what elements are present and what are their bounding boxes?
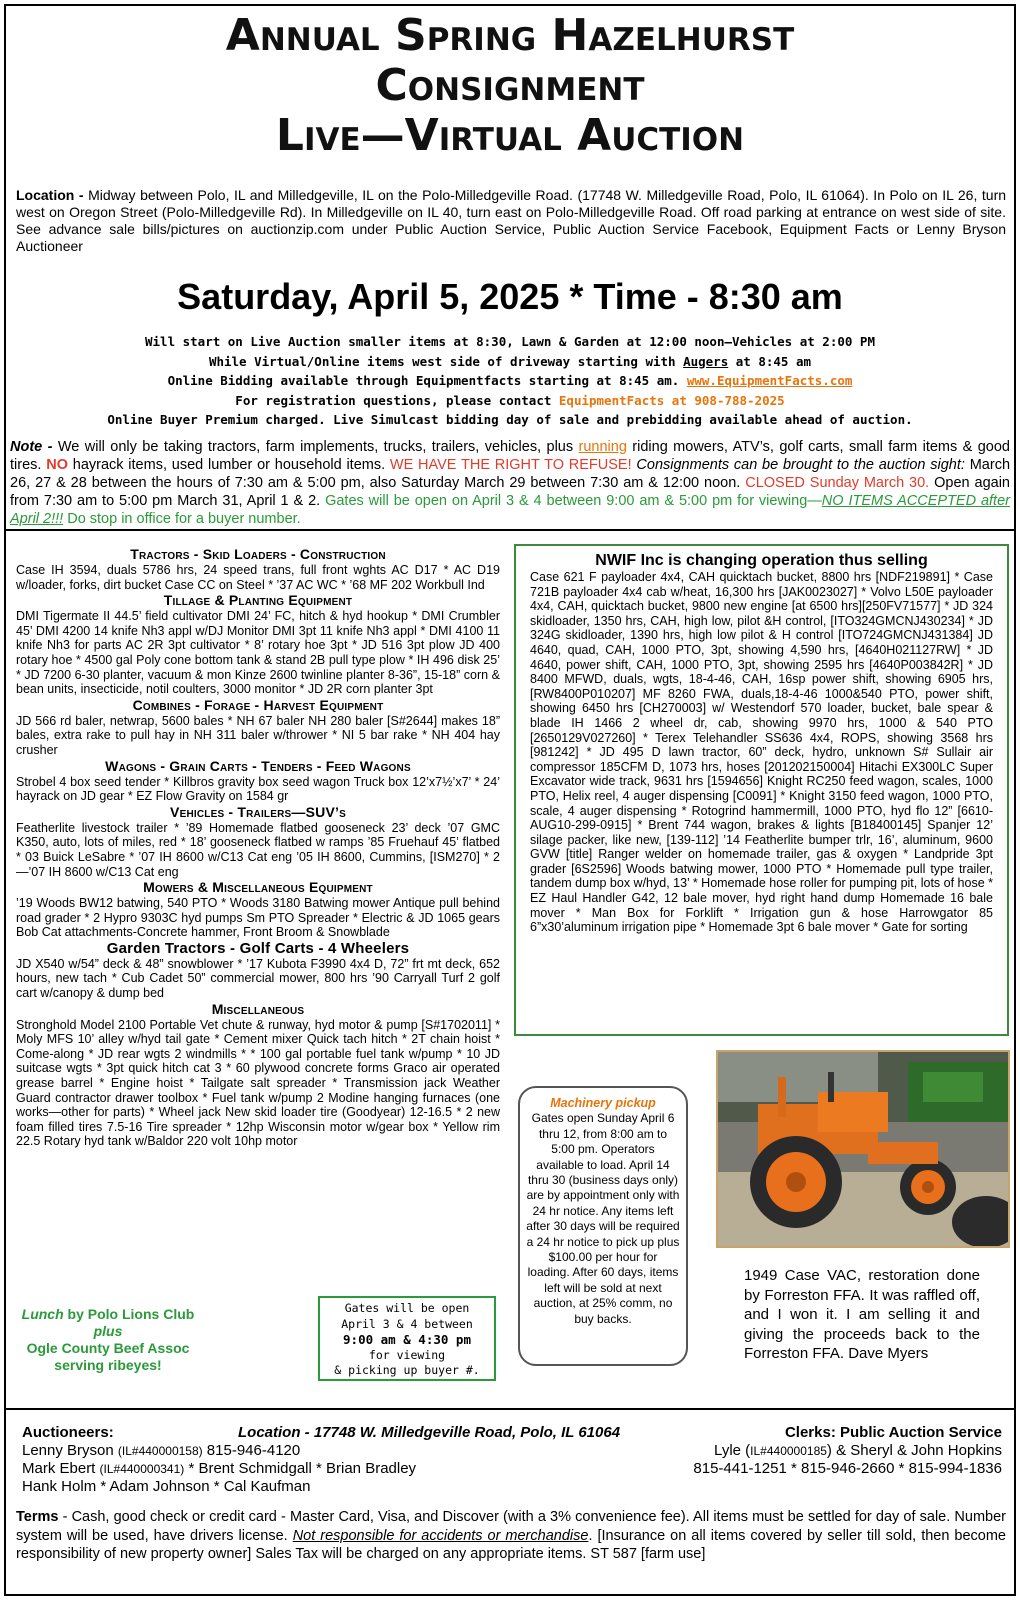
info-line-1: Will start on Live Auction smaller items at 8:30, Lawn & Garden at 12:00 noon—Vehicles at 2:00 PM	[145, 334, 875, 349]
consignment-list	[16, 546, 500, 1149]
tractor-illustration	[718, 1052, 1010, 1248]
location-label: Location -	[16, 187, 84, 203]
section-text: JD X540 w/54” deck & 48” snowblower * ’17 Kubota F3990 4x4 D, 72” frt mt deck, 652 hours, new tach * Cub Cadet 50” commercial mower, 800 hrs ’90 Carryall Turf 2 golf cart w/canopy & dump bed	[16, 956, 500, 1001]
footer-location: Location - 17748 W. Milledgeville Road, Polo, IL 61064	[238, 1424, 621, 1441]
info-line-5: Online Buyer Premium charged. Live Simulcast bidding day of sale and prebidding available ahead of auction.	[107, 412, 913, 427]
info-line-4: For registration questions, please contact EquipmentFacts at 908-788-2025	[235, 392, 785, 408]
section-heading: Tractors - Skid Loaders - Construction	[130, 546, 386, 562]
section-text: Stronghold Model 2100 Portable Vet chute & runway, hyd motor & pump [S#1702011] * Moly MFS 10’ alley w/hyd tail gate * Cement mixer Quick tach hitch * 2T chain hoist * Come-along * JD rear wgts 2 windmills * * 100 gal portable fuel tank w/pump * 10 JD suitcase wgts * 3pt quick hitch cat 3 * 60 plywood concrete forms Graco air operated grease barrel * Engine hoist * Tailgate salt spreader * Transmission jack Weather Guard contractor drawer toolbox * Fuel tank w/pump 2 Modine hanging furnaces (one works—other for parts) * Wheel jack New skid loader tire (Goodyear) 12-16.5 * 2 new foam filled tires 7.5-16 Tire spreader * 12hp Wisconsin motor w/gear box * Yellow rim 22.5 Rotary hyd tank w/Baldor 220 volt 10hp motor	[16, 1017, 500, 1149]
section-heading: Wagons - Grain Carts - Tenders - Feed Wagons	[105, 757, 411, 774]
info-line-2: While Virtual/Online items west side of driveway starting with Augers at 8:45 am	[208, 353, 812, 369]
title-line-1: Annual Spring Hazelhurst	[225, 10, 795, 61]
pickup-heading: Machinery pickup	[550, 1096, 656, 1110]
info-line-3: Online Bidding available through Equipmentfacts starting at 8:45 am. www.EquipmentFacts.com	[167, 373, 853, 388]
location-text: Midway between Polo, IL and Milledgeville, IL on the Polo-Milledgeville Road. (17748 W. Milledgeville Road, Polo, IL 61064). In Polo on IL 26, turn west on Oregon Street (Polo-Milledgeville Rd). In Milledgeville on IL 40, turn east on Polo-Milledgeville Road. Off road parking at entrance on west side of site. See advance sale bills/pictures on auctionzip.com under Public Auction Service, Public Auction Service Facebook, Equipment Facts or Lenny Bryson Auctioneer	[16, 187, 1007, 254]
auction-info	[0, 332, 1020, 430]
section-text: DMI Tigermate II 44.5’ field cultivator DMI 24’ FC, hitch & hyd hookup * DMI Crumbler 45’ DMI 4200 14 knife Nh3 appl w/DJ Monitor DMI 3pt 11 knife Nh3 appl * DMI 4100 11 knife Nh3 for parts AC 2R 3pt cultivator * 8’ rotary hoe 3pt * JD 516 3pt plow JD 400 rotary hoe * 4500 gal Poly cone bottom tank & stand 2B pull type plow * IH 496 disk 25’ * JD 7200 6-30 planter, vacuum & mon Kinze 2600 twinline planter 8-36”, 15-18” corn & bean units, insecticide, notil coulters, 3000 monitor * JD 2R corn planter 3pt	[16, 609, 500, 697]
section-heading: Combines - Forage - Harvest Equipment	[132, 696, 384, 713]
auction-date: Saturday, April 5, 2025 * Time - 8:30 am	[177, 276, 843, 317]
section-heading: Miscellaneous	[211, 1000, 305, 1017]
auctioneers-label: Auctioneers:	[22, 1424, 114, 1441]
photo-caption: 1949 Case VAC, restoration done by Forreston FFA. It was raffled off, and I won it. I am selling it and giving the proceeds back to the Forreston FFA. Dave Myers	[744, 1267, 980, 1362]
clerks-label: Clerks: Public Auction Service	[784, 1424, 1002, 1441]
note-paragraph: Note - We will only be taking tractors, farm implements, trucks, trailers, vehicles, plus running riding mowers, ATV’s, golf carts, small farm items & good tires. NO hayrack items, used lumber or household items. WE HAVE THE RIGHT TO REFUSE! Consignments can be brought to the auction sight: March 26, 27 & 28 between the hours of 7:30 am & 5:00 pm, also Saturday March 29 between 7:30 am & 12:00 noon. CLOSED Sunday March 30. Open again from 7:30 am to 5:00 pm March 31, April 1 & 2. Gates will be open on April 3 & 4 between 9:00 am & 5:00 pm for viewing—NO ITEMS ACCEPTED after April 2!!! Do stop in office for a buyer number.	[10, 439, 1011, 527]
section-heading: Tillage & Planting Equipment	[163, 592, 353, 609]
title-line-2: Consignment	[375, 60, 645, 111]
auctioneers-block: Auctioneers: Location - 17748 W. Milledgeville Road, Polo, IL 61064 Clerks: Public Auction Service Lenny Bryson (IL#440000158) 815-946-4120 Lyle (IL#440000185) & Sheryl & John Hopkins Mark Ebert (IL#440000341) * Brent Schmidgall * Brian Bradley 815-441-1251 * 815-946-2660 * 815-994-1836 Hank Holm * Adam Johnson * Cal Kaufman	[22, 1424, 1002, 1495]
section-text: ’19 Woods BW12 batwing, 540 PTO * Woods 3180 Batwing mower Antique pull behind road grader * 2 Hypro 9303C hyd pumps Sm PTO Spreader * Electric & JD 1065 gears Bob Cat attachments-Concrete hammer, Front Broom & Snowblade	[16, 896, 500, 940]
terms-paragraph: Terms - Cash, good check or credit card - Master Card, Visa, and Discover (with a 3% convenience fee). All items must be settled for day of sale. Number system will be used, have drivers license. Not responsible for accidents or merchandise. [Insurance on all items covered by seller till sold, then become responsibility of new property owner] Sales Tax will be charged on any appropriate items. ST 587 [farm use]	[16, 1509, 1006, 1562]
nwif-heading: NWIF Inc is changing operation thus selling	[595, 552, 928, 569]
section-text: Case IH 3594, duals 5786 hrs, 24 speed trans, full front wghts AC D17 * AC D19 w/loader, forks, dirt bucket Case CC on Steel * ’37 AC WC * ’68 MF 202 Workbull Ind	[16, 563, 500, 592]
equipmentfacts-link[interactable]: www.EquipmentFacts.com	[686, 373, 853, 388]
title-line-3: Live—Virtual Auction	[275, 110, 745, 161]
section-text: Strobel 4 box seed tender * Killbros gravity box seed wagon Truck box 12’x7½’x7’ * 24’ hayrack on JD gear * EZ Flow Gravity on 1584 gr	[16, 774, 500, 804]
location-paragraph	[16, 187, 1006, 255]
section-heading: Garden Tractors - Golf Carts - 4 Wheelers	[106, 939, 410, 957]
section-heading: Mowers & Miscellaneous Equipment	[143, 879, 373, 896]
section-text: JD 566 rd baler, netwrap, 5600 bales * NH 67 baler NH 280 baler [S#2644] makes 18” bales, extra rake to pull hay in NH 311 baler w/thrower * NI 5 bar rake * NH 404 hay crusher	[16, 713, 500, 757]
section-text: Featherlite livestock trailer * ’89 Homemade flatbed gooseneck 23’ deck ’07 GMC K350, auto, lots of miles, red * 18’ gooseneck flatbed w ramps ’85 Fruehauf 45’ flatbed * 03 Buick LeSabre * ’07 IH 8600 w/C13 Cat eng ’05 IH 8600, Cummins, [ISM270] * 2—’07 IH 8600 w/C13 Cat eng	[16, 820, 500, 879]
machinery-pickup-box	[518, 1086, 688, 1366]
divider-top	[4, 529, 1016, 531]
pickup-text: Gates open Sunday April 6 thru 12, from 8:00 am to 5:00 pm. Operators available to load. April 14 thru 30 (business days only) are by appointment only with 24 hr notice. Any items left after 30 days will be required a 24 hr notice to pick up plus $100.00 per hour for loading. After 60 days, items left will be sold at next auction, at 25% comm, no buy backs.	[526, 1111, 680, 1326]
lunch-note: Lunch by Polo Lions Club plus Ogle County Beef Assoc serving ribeyes!	[21, 1306, 195, 1373]
section-heading: Vehicles - Trailers—SUV’s	[170, 803, 346, 820]
nwif-text: Case 621 F payloader 4x4, CAH quicktach bucket, 8800 hrs [NDF219891] * Case 721B payloader 4x4 cab w/heat, 16,300 hrs [JAK0023027] * Volvo L50E payloader 4x4, CAH, quicktach bucket, 9800 new engine [at 6500 hrs][250FV71577] * JD 324 skidloader, 1350 hrs, CAH, high low, pilot &H control, [ITO324GMCNJ430234] * JD 324G skidloader, 1390 hrs, high low pilot & H control [ITO724GMCNJ431384] JD 4640, quad, CAH, 1000 PTO, 3pt, showing 4,590 hrs, [4640H021127RW] * JD 4640, power shift, CAH, 1000 PTO, 3pt, showing 2595 hrs [4640P003842R] * JD 8400 MFWD, duals, wgts, 18-4-46, CAH, 16sp power shift, showing 6905 hrs, [RW8400P010207] MF 8260 FWA, duals,18-4-46 1000&540 PTO, power shift, showing 6450 hrs [CH270003] w/ Westendorf 570 loader, bucket, bale spear & blade IH 1466 2 wheel dr, cab, showing 9970 hrs, 1000 & 540 PTO [2650129V027260] * Terex Telehandler SS636 4x4, ROPS, showing 3568 hrs [981242] * JD 495 D lawn tractor, 60” deck, hydro, unknown S# Sullair air compressor 185CFM D, 1073 hrs, hoses [201202150004] Hitachi EX300LC Super Excavator wide track, 9631 hrs [1594656] Knight RC250 feed wagon, scales, 1000 PTO, Helix reel, 4 auger dispensing [C0091] * Knight 3150 feed wagon, 1000 PTO, scale, 4 auger dispensing * Rotogrind hammermill, 1000 PTO, hyd flo 12” [6610-AUG10-299-0915] * Brent 744 wagon, brakes & lights [B18400145] Spanjer 12’ silage packer, like new, [139-112] ’14 Featherlite bumper trlr, 16’, aluminum, 9600 GVW [title] Ranger welder on homemade trailer, gas & oxygen * Landpride 3pt grader [6S2596] Woods batwing mower, 1000 PTO * Homemade pull type trailer, tandem dump box w/hyd, 13’ * Homemade hose roller for pumping pit, lots of hose * EZ Haul Handler G42, 12 bale mover, hyd right hand dump Homemade 16 bale mover * Man Box for Forklift * Irrigation gun & hose Harrowgator 85 6”x30’aluminum irrigation pipe * Homemade 3pt 6 bale mover * Gate for sorting	[530, 570, 993, 935]
gates-open-box: Gates will be open April 3 & 4 between 9:00 am & 4:30 pm for viewing & picking up buyer #.	[318, 1296, 496, 1381]
orange-tractor-photo	[716, 1050, 1010, 1248]
divider-bottom	[4, 1408, 1016, 1410]
nwif-box	[514, 544, 1009, 1036]
